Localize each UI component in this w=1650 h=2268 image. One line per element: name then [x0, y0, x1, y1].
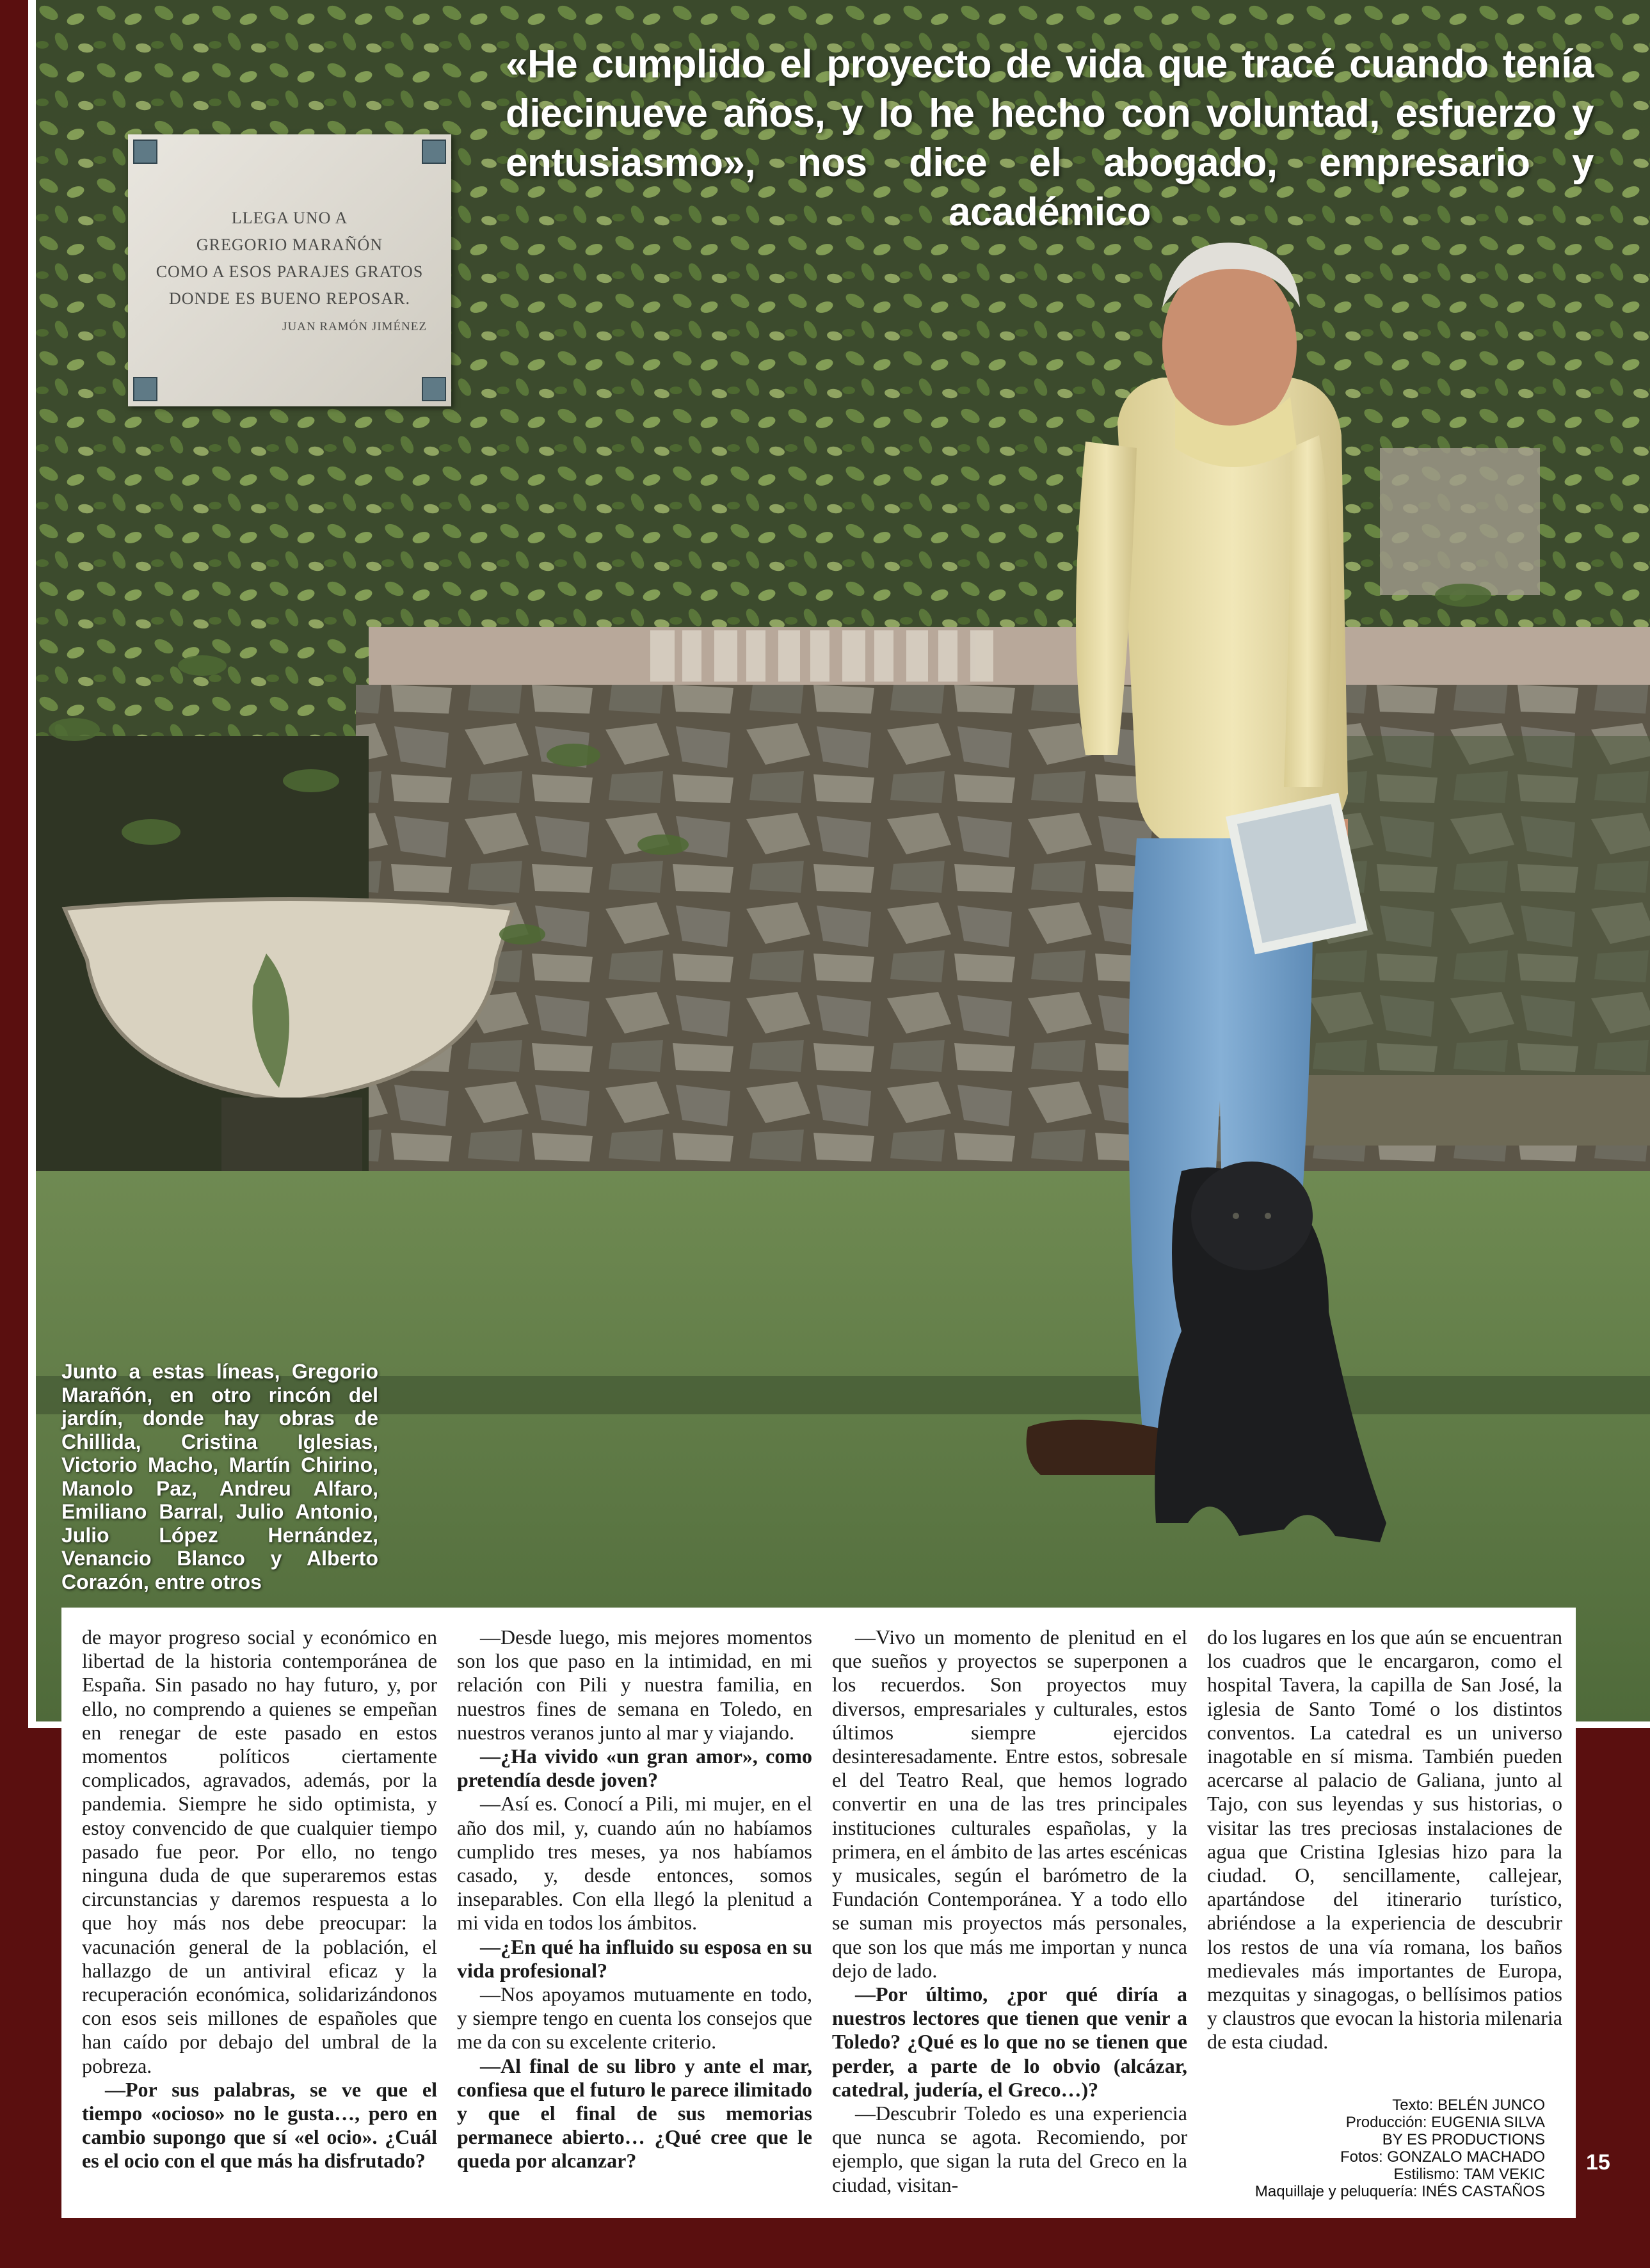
article-body [61, 1608, 1576, 2218]
credit-label: Texto: [1392, 2096, 1438, 2114]
answer: —Vivo un momento de plenitud en el que sueños y proyectos se superponen a los recuerdos. Son proyectos muy diversos, empresariales y culturales, estos últimos siempre ejercidos desinteresadamente. Entre estos, sobresale el del Teatro Real, que hemos logrado convertir en una de las tres principales instituciones culturales españolas, y la primera, en el ámbito de las artes escénicas y musicales, según el barómetro de la Fundación Contemporánea. Y a todo ello se suman mis proyectos más personales, que son los que más me importan y nunca dejo de lado. [832, 1625, 1187, 1982]
photo-caption: Junto a estas líneas, Gregorio Marañón, en otro rincón del jardín, donde hay obras de Chillida, Cristina Iglesias, Victorio Macho, Martín Chirino, Manolo Paz, Andreu Alfaro, Emiliano Barral, Julio Antonio, Julio López Hernández, Venancio Blanco y Alberto Corazón, entre otros [61, 1360, 378, 1593]
answer: —Desde luego, mis mejores momentos son los que paso en la intimidad, en mi relación con Pili y nuestra familia, en nuestros fines de semana en Toledo, en nuestros veranos junto al mar y viajando. [457, 1625, 812, 1744]
credit-line [1255, 2148, 1545, 2166]
answer: —Así es. Conocí a Pili, mi mujer, en el año dos mil, y, cuando aún no habíamos cumplido tres meses, ya nos habíamos casado, y, desde entonces, somos inseparables. Con ella llegó la plenitud a mi vida en todos los ámbitos. [457, 1792, 812, 1935]
credit-line [1255, 2096, 1545, 2114]
question [457, 2054, 812, 2173]
credit-line [1255, 2166, 1545, 2183]
credit-value: GONZALO MACHADO [1387, 2148, 1545, 2166]
plaque-line: DONDE ES BUENO REPOSAR. [169, 289, 410, 308]
credits [1255, 2096, 1545, 2200]
page-number: 15 [1586, 2150, 1610, 2175]
article-column-4 [1207, 1625, 1562, 2054]
credit-line [1255, 2131, 1545, 2148]
plaque-line: LLEGA UNO A [231, 209, 348, 227]
question [832, 1983, 1187, 2102]
plaque-author: JUAN RAMÓN JIMÉNEZ [282, 320, 427, 333]
article-column-2 [457, 1625, 812, 2173]
tile-ornament [133, 377, 157, 401]
credit-line [1255, 2183, 1545, 2200]
headline-quote: «He cumplido el proyecto de vida que tracé cuando tenía diecinueve años, y lo he hecho con voluntad, esfuerzo y entusiasmo», nos dice el abogado, empresario y académico [506, 42, 1594, 234]
credit-label: Maquillaje y peluquería: [1254, 2183, 1422, 2200]
question-text: —¿Ha vivido «un gran amor», como pretendía desde joven? [457, 1745, 812, 1792]
plaque-line: COMO A ESOS PARAJES GRATOS [156, 262, 424, 281]
paragraph: do los lugares en los que aún se encuentran los cuadros que le encargaron, como el hospital Tavera, la capilla de San José, la iglesia de Santo Tomé o los distintos conventos. La catedral es un universo inagotable en sí misma. También pueden acercarse al palacio de Galiana, junto al Tajo, con sus leyendas y sus historias, o visitar las tres preciosas instalaciones de agua que Cristina Iglesias hizo para la ciudad. O, sencillamente, callejear, apartándose del itinerario turístico, abriéndose a la experiencia de descubrir los restos de una vía romana, los baños medievales más importantes de Europa, mezquitas y sinagogas, o bellísimos patios y claustros que evocan la historia milenaria de esta ciudad. [1207, 1625, 1562, 2054]
question-text: —¿En qué ha influido su esposa en su vida profesional? [457, 1935, 812, 1982]
question [82, 2078, 437, 2173]
question [457, 1935, 812, 1983]
question-text: —Al final de su libro y ante el mar, confiesa que el futuro le parece ilimitado y que el final de sus memorias permanece abierto… ¿Qué cree que le queda por alcanzar? [457, 2054, 812, 2173]
article-column-3 [832, 1625, 1187, 2197]
credit-label: Estilismo: [1393, 2166, 1464, 2183]
credit-value: TAM VEKIC [1463, 2166, 1545, 2183]
paragraph: de mayor progreso social y económico en libertad de la historia contemporánea de España. Sin pasado no hay futuro, y, por ello, no comprendo a quienes se empeñan en renegar de este pasado en estos momentos políticos ciertamente complicados, agravados, además, por la pandemia. Siempre he sido optimista, y estoy convencido de que cualquier tiempo pasado fue peor. Por ello, no tengo ninguna duda de que superaremos estas circunstancias y daremos respuesta a lo que hoy más nos debe preocupar: la vacunación general de la población, el hallazgo de un antiviral eficaz y la recuperación económica, solidarizándonos con esos seis millones de españoles que han caído por debajo del umbral de la pobreza. [82, 1625, 437, 2077]
credit-label: Fotos: [1340, 2148, 1388, 2166]
credit-value: INÉS CASTAÑOS [1422, 2183, 1545, 2200]
credit-value: EUGENIA SILVA [1431, 2114, 1545, 2131]
credit-value: BELÉN JUNCO [1437, 2096, 1545, 2114]
credit-label: Producción: [1345, 2114, 1432, 2131]
tile-ornament [133, 140, 157, 164]
question-text: —Por sus palabras, se ve que el tiempo «ocioso» no le gusta…, pero en cambio supongo que sí «el ocio». ¿Cuál es el ocio con el que más ha disfrutado? [82, 2077, 437, 2173]
question-text: —Por último, ¿por qué diría a nuestros lectores que tienen que venir a Toledo? ¿Qué es lo que no se tienen que perder, a parte de lo obvio (alcázar, catedral, judería, el Greco…)? [832, 1983, 1187, 2101]
plaque-inscription [128, 205, 451, 312]
plaque-line: GREGORIO MARAÑÓN [196, 236, 383, 254]
question [457, 1745, 812, 1792]
answer: —Descubrir Toledo es una experiencia que nunca se agota. Recomiendo, por ejemplo, que sigan la ruta del Greco en la ciudad, visitan- [832, 2102, 1187, 2196]
credit-value: BY ES PRODUCTIONS [1382, 2131, 1545, 2148]
article-column-1 [82, 1625, 437, 2173]
answer: —Nos apoyamos mutuamente en todo, y siempre tengo en cuenta los consejos que me da con su excelente criterio. [457, 1983, 812, 2054]
memorial-plaque [128, 134, 451, 406]
tile-ornament [422, 377, 446, 401]
tile-ornament [422, 140, 446, 164]
credit-line [1255, 2114, 1545, 2131]
